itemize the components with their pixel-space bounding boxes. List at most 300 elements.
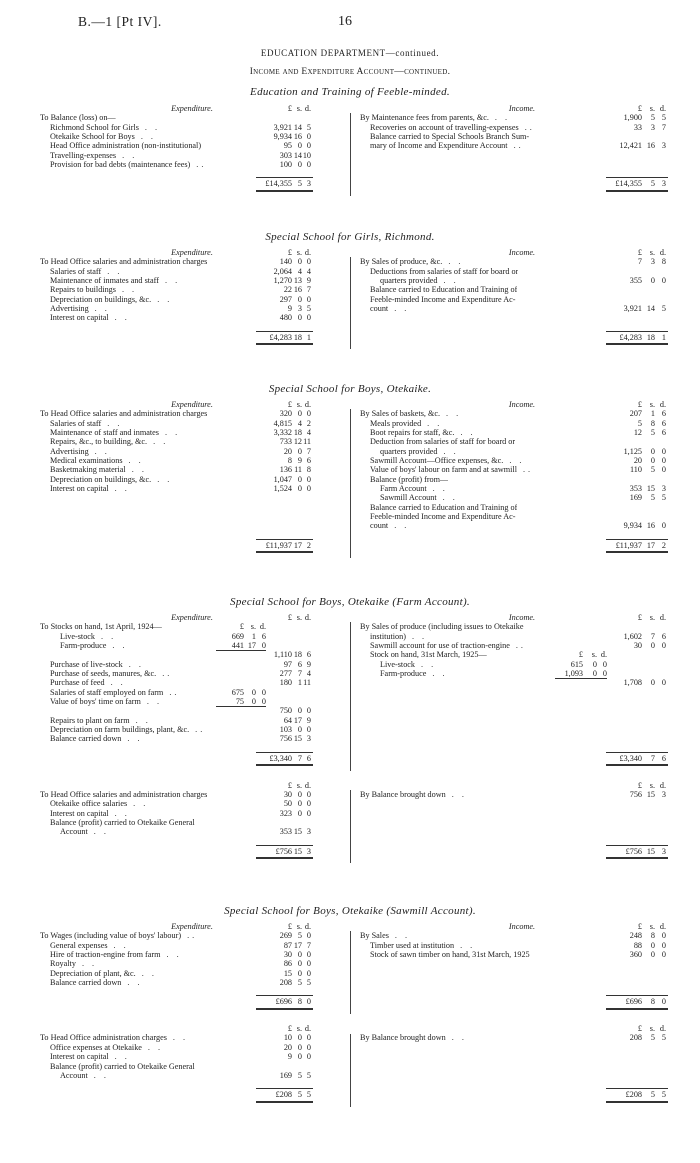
entry-row bbox=[40, 959, 338, 968]
entry-row bbox=[40, 790, 338, 799]
amount-pounds: 169 bbox=[629, 493, 642, 503]
amount-pence: d. bbox=[659, 1024, 666, 1034]
amount-pence: 0 bbox=[306, 968, 311, 978]
amount-pounds: £ bbox=[637, 248, 642, 257]
label-text: Balance carried to Special Schools Branch Sum- bbox=[370, 132, 530, 142]
leader-dots: . . bbox=[114, 1052, 130, 1062]
amount-shillings: 18 bbox=[646, 332, 655, 342]
leader-dots: . . bbox=[110, 678, 126, 688]
label-text: Head Office administration (non-institutional) bbox=[50, 141, 202, 151]
entry-row bbox=[360, 113, 668, 122]
column-divider bbox=[350, 931, 351, 1014]
entry-label bbox=[40, 1033, 188, 1042]
amount-shillings: 18 bbox=[293, 428, 302, 438]
amount-pounds: 87 bbox=[283, 940, 292, 950]
amount-pence: d. bbox=[659, 104, 666, 113]
amount-shillings: 0 bbox=[650, 950, 655, 960]
amount-pounds: £4,283 bbox=[619, 332, 642, 342]
subtotal-row bbox=[360, 678, 668, 687]
entry-row bbox=[40, 151, 338, 160]
entry-label bbox=[380, 484, 448, 493]
total-double-rule bbox=[256, 190, 313, 192]
label-text: Otekaike School for Boys bbox=[50, 132, 135, 142]
expenditure-side bbox=[40, 780, 338, 856]
amount-pounds: 269 bbox=[279, 931, 292, 941]
entry-row bbox=[40, 409, 338, 418]
amount-pence: 9 bbox=[306, 659, 311, 669]
column-title: Expenditure. bbox=[171, 104, 213, 113]
amount-pence: 0 bbox=[306, 725, 311, 735]
label-text: Salaries of staff bbox=[50, 266, 102, 276]
amount-shillings: 7 bbox=[650, 631, 655, 641]
label-text: Otekaike office salaries bbox=[50, 799, 128, 809]
subtotal-rule bbox=[555, 678, 607, 679]
leader-dots: . . bbox=[421, 659, 437, 669]
label-text: Meals provided bbox=[370, 418, 422, 428]
total-row bbox=[40, 179, 338, 188]
amount-shillings: 0 bbox=[297, 141, 302, 151]
amount-shillings: 15 bbox=[646, 789, 655, 799]
entry-label bbox=[370, 650, 487, 659]
leader-dots: . . bbox=[432, 669, 448, 679]
label-text: Depreciation on buildings, &c. bbox=[50, 294, 152, 304]
amount-pounds: 733 bbox=[279, 437, 292, 447]
label-text: Balance (profit) carried to Otekaike General bbox=[50, 817, 195, 827]
amount-shillings: s. bbox=[250, 622, 256, 632]
entry-row bbox=[40, 969, 338, 978]
entry-row bbox=[40, 304, 338, 313]
amount-pence: 0 bbox=[306, 257, 311, 267]
amount-pence: 5 bbox=[306, 122, 311, 132]
entry-row bbox=[40, 475, 338, 484]
amount-pence: d. bbox=[259, 622, 266, 632]
entry-label bbox=[370, 141, 524, 150]
entry-row bbox=[40, 267, 338, 276]
entry-label bbox=[50, 818, 195, 827]
entry-label bbox=[60, 641, 128, 650]
amount-shillings: 15 bbox=[293, 827, 302, 837]
label-text: To Head Office salaries and administration charges bbox=[40, 789, 208, 799]
entry-row bbox=[40, 160, 338, 169]
amount-shillings: 0 bbox=[297, 313, 302, 323]
entry-row bbox=[360, 512, 668, 521]
amount-shillings: s. bbox=[649, 922, 655, 931]
section-title: Special School for Boys, Otekaike (Farm Account). bbox=[230, 596, 470, 608]
amount-pounds: 5 bbox=[637, 418, 642, 428]
entry-label bbox=[40, 790, 207, 799]
entry-label bbox=[50, 447, 110, 456]
entry-row bbox=[360, 132, 668, 141]
income-side bbox=[360, 104, 668, 189]
amount-pence: 3 bbox=[661, 179, 666, 189]
label-text: Deductions from salaries of staff for board or bbox=[370, 266, 519, 276]
entry-label bbox=[370, 428, 476, 437]
total-rule bbox=[606, 1088, 668, 1089]
entry-row bbox=[40, 716, 338, 725]
leader-dots: . . bbox=[166, 950, 182, 960]
leader-dots: . . bbox=[164, 428, 181, 438]
entry-row bbox=[40, 978, 338, 987]
leader-dots: .. bbox=[524, 122, 535, 132]
column-title: Income. bbox=[508, 922, 536, 931]
amount-pence: 6 bbox=[306, 753, 311, 763]
entry-label bbox=[50, 959, 97, 968]
amount-shillings: 5 bbox=[297, 1090, 302, 1100]
amount-shillings: 1 bbox=[297, 678, 302, 688]
leader-dots: . . bbox=[144, 122, 161, 132]
leader-dots: . . bbox=[432, 484, 448, 494]
leader-dots: . . bbox=[112, 641, 128, 651]
amount-pence: 8 bbox=[661, 257, 666, 267]
leader-dots: . . bbox=[94, 446, 110, 456]
entry-label bbox=[380, 276, 459, 285]
amount-shillings: 0 bbox=[297, 968, 302, 978]
total-row bbox=[360, 333, 668, 342]
label-text: Maintenance of inmates and staff bbox=[50, 276, 159, 286]
entry-label bbox=[50, 304, 110, 313]
label-text: Medical examinations bbox=[50, 456, 123, 466]
amount-pounds: 1,093 bbox=[564, 669, 583, 679]
total-rule bbox=[256, 177, 313, 178]
amount-pence: 2 bbox=[306, 418, 311, 428]
amount-shillings: 9 bbox=[297, 456, 302, 466]
amount-shillings: s. bbox=[296, 922, 302, 931]
amount-shillings: 0 bbox=[592, 669, 597, 679]
label-text: Farm-produce bbox=[380, 669, 427, 679]
total-row bbox=[40, 333, 338, 342]
amount-shillings: 8 bbox=[650, 418, 655, 428]
amount-shillings: 18 bbox=[293, 650, 302, 660]
entry-label bbox=[360, 257, 463, 266]
amount-shillings: 16 bbox=[646, 521, 655, 531]
entry-row bbox=[360, 622, 668, 631]
label-text: Interest on capital bbox=[50, 484, 109, 494]
amount-shillings: 0 bbox=[297, 959, 302, 969]
amount-shillings: 0 bbox=[592, 659, 597, 669]
amount-pounds: 675 bbox=[231, 687, 244, 697]
amount-pence: 3 bbox=[306, 179, 311, 189]
entry-label bbox=[50, 950, 182, 959]
amount-shillings: 0 bbox=[650, 456, 655, 466]
amount-pence: 0 bbox=[661, 446, 666, 456]
amount-shillings: 0 bbox=[297, 706, 302, 716]
amount-shillings: 15 bbox=[646, 846, 655, 856]
amount-pence: d. bbox=[659, 400, 666, 409]
label-text: Purchase of live-stock bbox=[50, 659, 123, 669]
entry-label bbox=[370, 437, 515, 446]
leader-dots: . . bbox=[107, 418, 123, 428]
entry-row bbox=[40, 257, 338, 266]
entry-row bbox=[360, 419, 668, 428]
amount-shillings: 5 bbox=[297, 1070, 302, 1080]
amount-pounds: 20 bbox=[633, 456, 642, 466]
amount-pounds: 8 bbox=[287, 456, 292, 466]
label-text: Balance carried down bbox=[50, 978, 122, 988]
leader-dots: . . bbox=[172, 1033, 189, 1043]
amount-shillings: s. bbox=[296, 1024, 302, 1034]
amount-pounds: 1,708 bbox=[623, 678, 642, 688]
amount-pence: 4 bbox=[306, 669, 311, 679]
total-row bbox=[360, 1090, 668, 1099]
leader-dots: . . bbox=[394, 931, 411, 941]
amount-shillings: 16 bbox=[293, 132, 302, 142]
entry-row bbox=[360, 484, 668, 493]
label-text: To Head Office salaries and administration charges bbox=[40, 257, 208, 267]
amount-pounds: 248 bbox=[629, 931, 642, 941]
label-text: Live-stock bbox=[380, 659, 416, 669]
amount-pounds: £ bbox=[637, 780, 642, 790]
amount-shillings: 15 bbox=[293, 734, 302, 744]
amount-shillings: s. bbox=[296, 248, 302, 257]
amount-pence: 6 bbox=[306, 650, 311, 660]
amount-pounds: £ bbox=[637, 104, 642, 113]
amount-pence: 0 bbox=[661, 276, 666, 286]
label-text: count bbox=[370, 304, 389, 314]
entry-row bbox=[40, 725, 338, 734]
label-text: Stock of sawn timber on hand, 31st March, 1925 bbox=[370, 950, 530, 960]
amount-pounds: 277 bbox=[279, 669, 292, 679]
leader-dots: .. bbox=[515, 641, 526, 651]
amount-pence: 0 bbox=[661, 931, 666, 941]
amount-pounds: 1,125 bbox=[623, 446, 642, 456]
total-double-rule bbox=[606, 551, 668, 553]
entry-label bbox=[60, 632, 116, 641]
amount-shillings: 0 bbox=[297, 1052, 302, 1062]
amount-shillings: 7 bbox=[297, 753, 302, 763]
amount-pounds: 360 bbox=[629, 950, 642, 960]
amount-pounds: 180 bbox=[279, 678, 292, 688]
leader-dots: . . bbox=[427, 418, 443, 428]
amount-pence: 0 bbox=[306, 1033, 311, 1043]
leader-dots: . . bbox=[443, 446, 459, 456]
amount-pounds: 95 bbox=[283, 141, 292, 151]
leader-dots: .. bbox=[196, 160, 207, 170]
expenditure-side bbox=[40, 400, 338, 550]
leader-dots: .. bbox=[169, 687, 180, 697]
amount-pounds: 4,815 bbox=[273, 418, 292, 428]
label-text: Account bbox=[60, 1070, 88, 1080]
entry-label bbox=[370, 512, 516, 521]
entry-label bbox=[50, 669, 172, 678]
amount-shillings: 14 bbox=[646, 304, 655, 314]
amount-pence: 1 bbox=[661, 332, 666, 342]
leader-dots: . . bbox=[494, 113, 511, 123]
entry-row bbox=[360, 295, 668, 304]
column-header bbox=[360, 104, 668, 113]
amount-pounds: £ bbox=[287, 780, 292, 790]
label-text: Live-stock bbox=[60, 631, 96, 641]
expenditure-side bbox=[40, 1024, 338, 1100]
label-text: Purchase of seeds, manures, &c. bbox=[50, 669, 157, 679]
column-header bbox=[360, 613, 668, 622]
amount-pounds: 20 bbox=[283, 446, 292, 456]
leader-dots: . . bbox=[107, 266, 123, 276]
entry-label bbox=[370, 950, 530, 959]
amount-shillings: 0 bbox=[297, 257, 302, 267]
amount-pounds: £756 bbox=[275, 846, 292, 856]
label-text: Boot repairs for staff, &c. bbox=[370, 428, 455, 438]
amount-pence: 0 bbox=[306, 789, 311, 799]
amount-shillings: s. bbox=[649, 1024, 655, 1034]
entry-row bbox=[40, 437, 338, 446]
amount-shillings: 3 bbox=[650, 257, 655, 267]
amount-pence: 3 bbox=[661, 846, 666, 856]
label-text: mary of Income and Expenditure Account bbox=[370, 141, 508, 151]
amount-pounds: 297 bbox=[279, 294, 292, 304]
label-text: Basketmaking material bbox=[50, 465, 126, 475]
label-text: Feeble-minded Income and Expenditure Ac- bbox=[370, 294, 516, 304]
leader-dots: . . bbox=[451, 789, 467, 799]
amount-shillings: 0 bbox=[650, 940, 655, 950]
amount-pence: 0 bbox=[661, 678, 666, 688]
entry-label bbox=[50, 123, 160, 132]
amount-pounds: £208 bbox=[275, 1090, 292, 1100]
entry-label bbox=[50, 267, 122, 276]
entry-label bbox=[50, 475, 172, 484]
entry-label bbox=[50, 132, 156, 141]
entry-label bbox=[50, 799, 148, 808]
entry-label bbox=[50, 734, 143, 743]
leader-dots: . . bbox=[141, 968, 157, 978]
leader-dots: .. bbox=[195, 725, 206, 735]
leader-dots: . . bbox=[446, 409, 462, 419]
entry-label bbox=[360, 113, 510, 122]
amount-pence: 0 bbox=[602, 669, 607, 679]
amount-pence: 0 bbox=[306, 484, 311, 494]
amount-pounds: 9 bbox=[287, 304, 292, 314]
label-text: Value of boys' labour on farm and at sawmill bbox=[370, 465, 517, 475]
amount-pence: 5 bbox=[306, 1090, 311, 1100]
amount-shillings: 8 bbox=[297, 997, 302, 1007]
amount-pounds: £3,340 bbox=[269, 753, 292, 763]
label-text: Depreciation on farm buildings, plant, &c. bbox=[50, 725, 190, 735]
amount-pounds: 323 bbox=[279, 808, 292, 818]
entry-row bbox=[360, 409, 668, 418]
amount-pence: d. bbox=[304, 1024, 311, 1034]
leader-dots: .. bbox=[187, 931, 198, 941]
amount-pounds: £ bbox=[637, 613, 642, 622]
leader-dots: . . bbox=[146, 697, 162, 707]
amount-pence: 0 bbox=[602, 659, 607, 669]
amount-shillings: 8 bbox=[650, 997, 655, 1007]
amount-shillings: 8 bbox=[650, 931, 655, 941]
amount-pounds: £ bbox=[239, 622, 244, 632]
amount-pounds: 30 bbox=[633, 641, 642, 651]
amount-pounds: £ bbox=[287, 922, 292, 931]
leader-dots: . . bbox=[93, 827, 109, 837]
total-double-rule bbox=[606, 343, 668, 345]
label-text: Interest on capital bbox=[50, 1052, 109, 1062]
amount-pounds: 103 bbox=[279, 725, 292, 735]
amount-pounds: 88 bbox=[633, 940, 642, 950]
amount-pence: d. bbox=[600, 650, 607, 660]
entry-row bbox=[40, 818, 338, 827]
amount-shillings: 0 bbox=[650, 446, 655, 456]
amount-shillings: s. bbox=[649, 400, 655, 409]
leader-dots: .. bbox=[513, 141, 524, 151]
amount-pounds: 15 bbox=[283, 968, 292, 978]
label-text: Value of boys' time on farm bbox=[50, 697, 141, 707]
amount-pounds: 615 bbox=[570, 659, 583, 669]
amount-shillings: 5 bbox=[297, 179, 302, 189]
label-text: quarters provided bbox=[380, 276, 438, 286]
amount-pence: 6 bbox=[306, 456, 311, 466]
entry-row bbox=[40, 669, 338, 678]
total-rule bbox=[256, 752, 313, 753]
entry-label bbox=[50, 688, 179, 697]
income-side bbox=[360, 922, 668, 1007]
amount-pounds: 86 bbox=[283, 959, 292, 969]
amount-shillings: 6 bbox=[297, 659, 302, 669]
amount-pence: 0 bbox=[306, 997, 311, 1007]
amount-pounds: £11,937 bbox=[265, 540, 292, 550]
amount-shillings: 0 bbox=[297, 474, 302, 484]
amount-pence: 2 bbox=[306, 540, 311, 550]
amount-pounds: 7 bbox=[637, 257, 642, 267]
amount-pence: 0 bbox=[661, 521, 666, 531]
entry-row bbox=[40, 632, 338, 641]
total-row bbox=[360, 847, 668, 856]
entry-label bbox=[380, 660, 436, 669]
total-double-rule bbox=[256, 1008, 313, 1010]
entry-label bbox=[50, 295, 172, 304]
total-double-rule bbox=[256, 551, 313, 553]
amount-pounds: 480 bbox=[279, 313, 292, 323]
expenditure-side bbox=[40, 613, 338, 763]
label-text: Office expenses at Otekaike bbox=[50, 1042, 142, 1052]
amount-pounds: 30 bbox=[283, 950, 292, 960]
amount-pounds: 2,064 bbox=[273, 266, 292, 276]
leader-dots: .. bbox=[162, 669, 173, 679]
amount-shillings: s. bbox=[296, 613, 302, 622]
entry-row bbox=[40, 641, 338, 650]
amount-pence: 0 bbox=[661, 997, 666, 1007]
label-text: Sawmill Account bbox=[380, 493, 437, 503]
entry-row bbox=[40, 809, 338, 818]
total-double-rule bbox=[256, 343, 313, 345]
income-side bbox=[360, 400, 668, 550]
total-rule bbox=[256, 995, 313, 996]
amount-pounds: 169 bbox=[279, 1070, 292, 1080]
entry-label bbox=[50, 660, 144, 669]
entry-row bbox=[40, 1033, 338, 1042]
amount-pounds: 3,332 bbox=[273, 428, 292, 438]
entry-label bbox=[50, 1052, 130, 1061]
entry-row bbox=[40, 456, 338, 465]
entry-row bbox=[360, 447, 668, 456]
section-title: Education and Training of Feeble-minded. bbox=[250, 86, 450, 98]
entry-label bbox=[370, 465, 533, 474]
amount-shillings: 0 bbox=[650, 276, 655, 286]
column-header bbox=[40, 104, 338, 113]
leader-dots: . . bbox=[451, 1033, 467, 1043]
amount-pence: 6 bbox=[261, 631, 266, 641]
amount-shillings: 15 bbox=[646, 484, 655, 494]
amount-shillings: 0 bbox=[297, 409, 302, 419]
amount-pounds: 9,934 bbox=[623, 521, 642, 531]
amount-shillings: 17 bbox=[247, 641, 256, 651]
amount-pence: 1 bbox=[306, 332, 311, 342]
amount-pence: 0 bbox=[306, 706, 311, 716]
leader-dots: . . bbox=[128, 456, 144, 466]
total-double-rule bbox=[256, 764, 313, 766]
leader-dots: . . bbox=[81, 959, 98, 969]
entry-row bbox=[40, 141, 338, 150]
entry-row bbox=[40, 313, 338, 322]
amount-pounds: £ bbox=[578, 650, 583, 660]
label-text: Stock on hand, 31st March, 1925— bbox=[370, 650, 487, 660]
entry-label bbox=[50, 428, 180, 437]
